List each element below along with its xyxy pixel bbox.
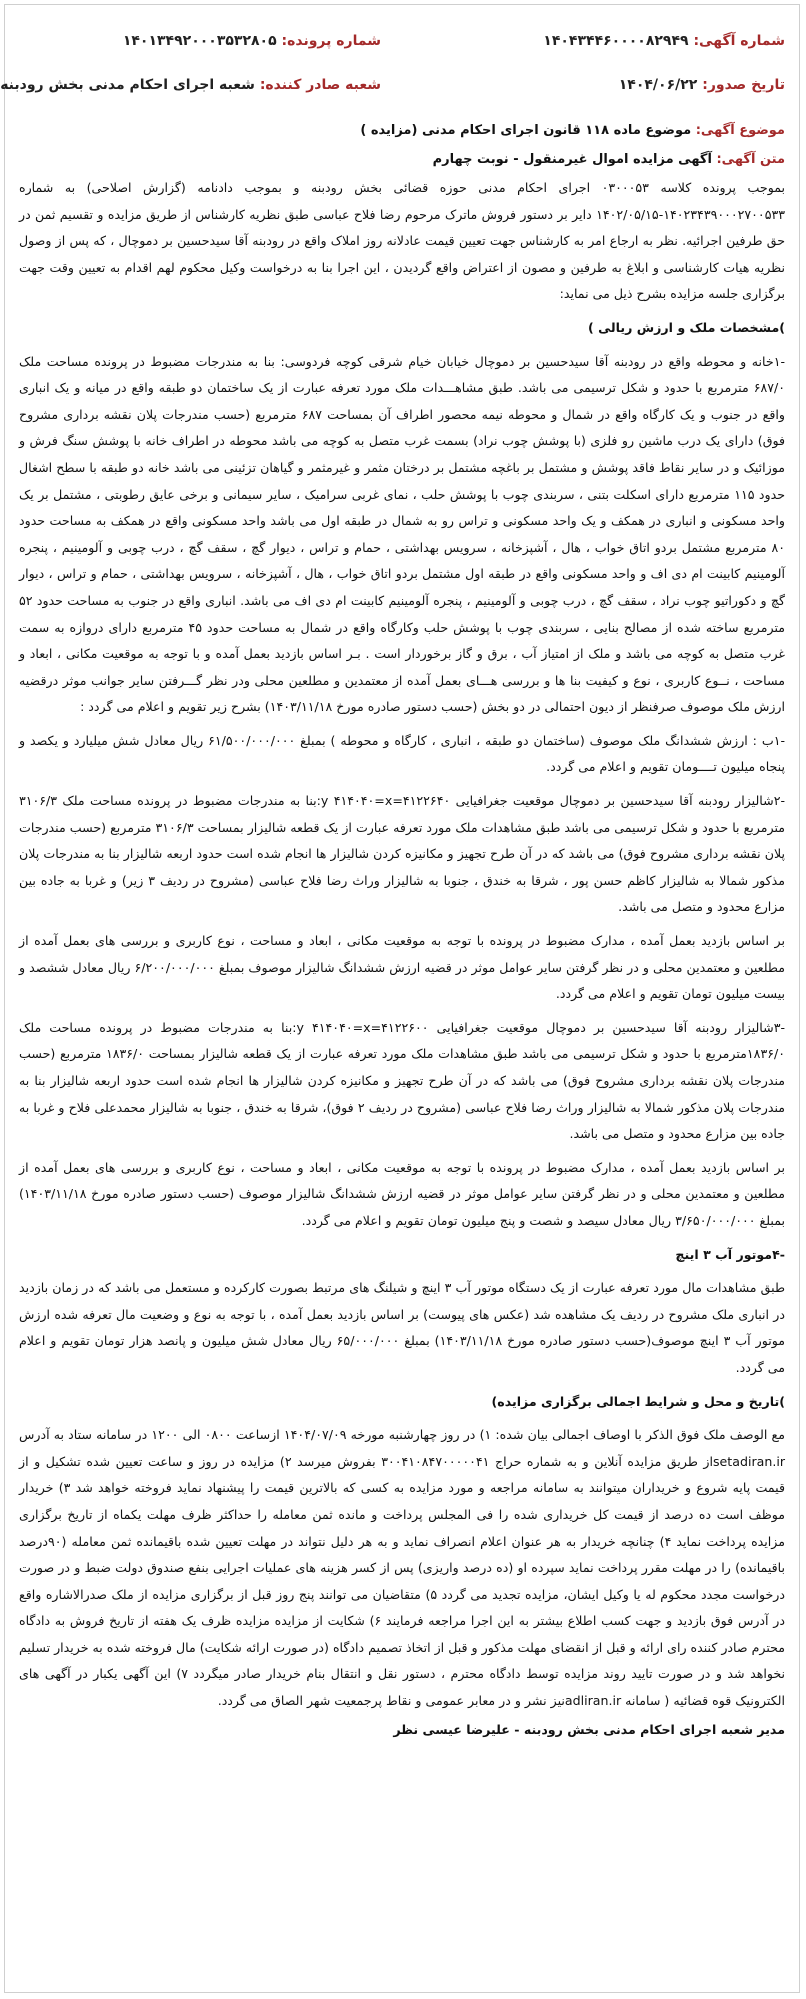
issue-date-label: تاریخ صدور: — [702, 77, 785, 93]
ad-number-row — [543, 33, 785, 49]
item-4-heading: -۴موتور آب ۳ اینچ — [675, 1246, 785, 1262]
ad-text-title: آگهی مزایده اموال غیرمنقول - نوبت چهارم — [432, 152, 712, 167]
item-3-value-paragraph: بر اساس بازدید بعمل آمده ، مدارک مضبوط در پرونده با توجه به موقعیت مکانی ، ابعاد و مساحت ، نوع کاربری و بررسی های بعمل آمده از مطلعین و معتمدین محلی و در نظر گرفتن سایر عوامل موثر در قضیه ارزش ششدانگ شالیزار موصوف (حسب دستور صادره مورخ ۱۴۰۳/۱۱/۱۸) بمبلغ ۳/۶۵۰/۰۰۰/۰۰۰ ریال معادل سیصد و شصت و پنج میلیون تومان تقویم و اعلام می گردد. — [19, 1159, 785, 1228]
issue-date-value: ۱۴۰۴/۰۶/۲۲ — [618, 77, 698, 93]
case-number-value: ۱۴۰۱۳۴۹۲۰۰۰۳۵۳۲۸۰۵ — [122, 33, 277, 49]
case-number-row — [123, 33, 381, 49]
topic-value: موضوع ماده ۱۱۸ قانون اجرای احکام مدنی (مزایده ) — [360, 123, 692, 138]
ad-number-label: شماره آگهی: — [693, 33, 785, 49]
issuing-branch-row — [0, 77, 381, 93]
intro-paragraph: بموجب پرونده کلاسه ۰۳۰۰۰۵۳ اجرای احکام مدنی حوزه قضائی بخش رودبنه و بموجب دادنامه (گزارش اصلاحی) به شماره ۱۴۰۲۳۴۳۹۰۰۰۲۷۰۰۵۳۳-۱۴۰۲/۰۵/۱۵ دایر بر دستور فروش ماترک مرحوم رضا فلاح عباسی طبق نظریه کارشناس از طریق مزایده و تقسیم ثمن در حق طرفین اجرائیه. نظر به ارجاع امر به کارشناس جهت تعیین قیمت عادلانه روز املاک واقع در رودبنه آقا سیدحسین بر دموچال ، که پس از وصول نظریه هیات کارشناسی و ابلاغ به طرفین و مصون از اعتراض واقع گردیدن ، این اجرا بنا به درخواست وکیل محکوم لهم اقدام به تعیین وقت جهت برگزاری جلسه مزایده بشرح ذیل می نماید: — [19, 180, 785, 302]
item-2-paddy-paragraph: -۲شالیزار رودبنه آقا سیدحسین بر دموچال موقعیت جغرافیایی ۴۱۲۲۶۴۰=y ۴۱۴۰۴۰=x:بنا به مندرجات مضبوط در پرونده مساحت ملک ۳۱۰۶/۳ مترمربع با حدود و شکل ترسیمی می باشد طبق مشاهدات ملک مورد تعرفه عبارت از یک قطعه شالیزار بمساحت ۳۱۰۶/۳ مترمربع (حسب مندرجات پلان نقشه برداری مشروح فوق) می باشد که در آن طرح تجهیز و مکانیزه کردن شالیزار ها انجام شده است حدود اربعه شالیزار بنا به مندرجات پلان مذکور شمالا به شالیزار کاظم حسن پور ، شرقا به خندق ، جنوبا به شالیزار وراث رضا فلاح عباسی (مشروح در ردیف ۳ زیر) و غربا به جاده بین مزارع محدود و متصل می باشد. — [19, 793, 786, 915]
section-heading-property: )مشخصات ملک و ارزش ریالی ) — [588, 319, 785, 335]
notice-body — [19, 175, 785, 1715]
notice-header — [0, 5, 785, 101]
item-2-value-paragraph: بر اساس بازدید بعمل آمده ، مدارک مضبوط در پرونده با توجه به موقعیت مکانی ، ابعاد و مساحت ، نوع کاربری و بررسی های بعمل آمده از مطلعین و معتمدین محلی و در نظر گرفتن سایر عوامل موثر در قضیه ارزش ششدانگ شالیزار موصوف بمبلغ ۶/۲۰۰/۰۰۰/۰۰۰ ریال معادل ششصد و بیست میلیون تومان تقویم و اعلام می گردد. — [19, 933, 786, 1002]
notice-content — [0, 5, 799, 1737]
signature-line: مدیر شعبه اجرای احکام مدنی بخش رودبنه - علیرضا عیسی نظر — [393, 1721, 785, 1737]
ad-number-value: ۱۴۰۴۳۴۴۶۰۰۰۰۸۲۹۴۹ — [543, 33, 689, 49]
ad-text-label: متن آگهی: — [716, 152, 785, 167]
section-heading-auction-terms: )تاریخ و محل و شرایط اجمالی برگزاری مزایده) — [491, 1393, 785, 1409]
item-1b-value-paragraph: -۱ب : ارزش ششدانگ ملک موصوف (ساختمان دو طبقه ، انباری ، کارگاه و محوطه ) بمبلغ ۶۱/۵۰۰/۰۰۰/۰۰۰ ریال معادل شش میلیارد و یکصد و پنجاه میلیون تــــومان تقویم و اعلام می گردد. — [19, 732, 785, 775]
ad-text-row — [19, 152, 785, 167]
auction-terms-paragraph: مع الوصف ملک فوق الذکر با اوصاف اجمالی بیان شده: ۱) در روز چهارشنبه مورخه ۱۴۰۴/۰۷/۰۹ ازساعت ۰۸۰۰ الی ۱۲۰۰ در سامانه ستاد به آدرس setadiran.irاز طریق مزایده آنلاین و به شماره حراج ۳۰۰۴۱۰۸۴۷۰۰۰۰۰۴۱ بفروش میرسد ۲) مزایده در روز و ساعت تعیین شده تشکیل و از قیمت پایه شروع و خریداران میتوانند به سامانه مراجعه و مورد مزایده به کسی که بالاترین قیمت را پیشنهاد نماید فروخته خواهد شد ۳) خریدار موظف است ده درصد از قیمت کل خریداری شده را فی المجلس پرداخت و مانده ثمن معامله را حداکثر ظرف مهلت یکماه از تاریخ برگزاری مزایده پرداخت نماید ۴) چنانچه خریدار به هر عنوان اعلام انصراف نماید و به هر دلیل نتواند در مهلت تعیین شده باقیمانده ثمن معامله (۹۰درصد باقیمانده) را در مهلت مقرر پرداخت نماید سپرده او (ده درصد واریزی) پس از کسر هزینه های عملیات اجرایی بنفع صندوق دولت ضبط و در صورت درخواست مجدد محکوم له یا وکیل ایشان، مزایده تجدید می گردد ۵) متقاضیان می توانند پنج روز قبل از برگزاری مزایده از ملک صدرالاشاره واقع در آدرس فوق بازدید و جهت کسب اطلاع بیشتر به این اجرا مراجعه فرمایند ۶) شکایت از مزایده مزایده ظرف یک هفته از تاریخ فروش به دادگاه محترم صادر کننده رای ارائه و قبل از انقضای مهلت مذکور و قبل از اتخاذ تصمیم دادگاه (در صورت ارائه شکایت) مال فروخته شده به خریدار تسلیم نخواهد شد و در صورت تایید روند مزایده توسط دادگاه محترم ، دستور نقل و انتقال بنام خریدار صادر میگردد ۷) این آگهی یکبار در آگهی های الکترونیک قوه قضائیه ( سامانه adliran.irنیز نشر و در معابر عمومی و نقاط پرجمعیت شهر الصاق می گردد. — [19, 1427, 785, 1709]
topic-row — [19, 123, 785, 138]
issuing-branch-value: شعبه اجرای احکام مدنی بخش رودبنه — [0, 77, 255, 93]
item-1-house-paragraph: -۱خانه و محوطه واقع در رودبنه آقا سیدحسین بر دموچال خیابان خیام شرقی کوچه فردوسی: بنا به مندرجات مضبوط در پرونده مساحت ملک ۶۸۷/۰ مترمربع با حدود و شکل ترسیمی می باشد. طبق مشاهـــدات ملک مورد تعرفه عبارت از یک ساختمان دو طبقه واقع در میانه و یک انباری واقع در جنوب و یک کارگاه واقع در شمال و محوطه نیمه محصور اطراف آن بمساحت ۶۸۷ مترمربع (حسب مندرجات پلان نقشه برداری مشروح فوق) دارای یک درب ماشین رو فلزی (با پوشش چوب نراد) بسمت غرب متصل به کوچه می باشد محوطه در اطراف خانه با پوشش سنگ فرش و موزائیک و در سایر نقاط فاقد پوشش و مشتمل بر باغچه مشتمل بر درختان مثمر و غیرمثمر و گیاهان تزئینی می باشد خانه دو طبقه با سطح اشغال حدود ۱۱۵ مترمربع دارای اسکلت بتنی ، سربندی چوب با پوشش حلب ، نمای غربی سرامیک ، سایر سیمانی و برخی عایق رطوبتی ، مشتمل بر یک واحد مسکونی و انباری در همکف و یک واحد مسکونی و تراس رو به شمال در طبقه اول می باشد واحد مسکونی واقع در همکف به مساحت حدود ۸۰ مترمربع مشتمل بردو اتاق خواب ، هال ، آشپزخانه ، سرویس بهداشتی ، حمام و تراس ، دیوار گچ ، سقف گچ ، درب چوبی و آلومینیم ، پنجره آلومینیم کابینت ام دی اف و واحد مسکونی واقع در طبقه اول مشتمل بردو اتاق خواب ، هال ، آشپزخانه ، سرویس بهداشتی ، حمام و تراس ، دیوار گچ و دکوراتیو چوب نراد ، سقف گچ ، درب چوبی و آلومینیم ، پنجره آلومینیم کابینت ام دی اف می باشد. انباری واقع در جنوب به مساحت حدود ۵۲ مترمربع ساخته شده از مصالح بنایی ، سربندی چوب با پوشش حلب وکارگاه واقع در شمال به مساحت حدود ۴۵ مترمربع دارای دروازه به سمت غرب متصل به کوچه می باشد و ملک از امتیاز آب ، برق و گاز برخوردار است . بـر اساس بازدید بعمل آمده و با توجه به موقعیت مکانی ، ابعاد و مساحت ، نــوع کاربری ، نوع و کیفیت بنا ها و بررسی هـــای بعمل آمده از معتمدین و مطلعین محلی ودر نظر گـــرفتن سایر جوانب موثر درقضیه ارزش ملک موصوف صرفنظر از دیون احتمالی در دو بخش (حسب دستور صادره مورخ ۱۴۰۳/۱۱/۱۸) بشرح زیر تقویم و اعلام می گردد : — [19, 353, 785, 715]
case-number-label: شماره پرونده: — [281, 33, 381, 49]
issuing-branch-label: شعبه صادر کننده: — [259, 77, 381, 93]
item-3-paddy-paragraph: -۳شالیزار رودبنه آقا سیدحسین بر دموچال موقعیت جغرافیایی ۴۱۲۲۶۰۰=y ۴۱۴۰۴۰=x:بنا به مندرجات مضبوط در پرونده مساحت ملک ۱۸۳۶/۰مترمربع با حدود و شکل ترسیمی می باشد طبق مشاهدات ملک مورد تعرفه عبارت از یک قطعه شالیزار بمساحت ۱۸۳۶/۰ مترمربع (حسب مندرجات پلان نقشه برداری مشروح فوق) می باشد که در آن طرح تجهیز و مکانیزه کردن شالیزار ها انجام شده است حدود اربعه شالیزار بنا به مندرجات پلان مذکور شمالا به شالیزار وراث رضا فلاح عباسی (مشروح در ردیف ۲ فوق)، شرقا به خندق ، جنوبا به شالیزار محمدعلی فلاح و غربا به جاده بین مزارع محدود و متصل می باشد. — [19, 1019, 785, 1142]
issue-date-row — [619, 77, 785, 93]
topic-label: موضوع آگهی: — [695, 123, 785, 138]
notice-frame — [0, 4, 800, 1993]
item-4-value-paragraph: طبق مشاهدات مال مورد تعرفه عبارت از یک دستگاه موتور آب ۳ اینچ و شیلنگ های مرتبط بصورت کارکرده و مستعمل می باشد که در زمان بازدید در انباری ملک مشروح در ردیف یک مشاهده شد (عکس های پیوست) بر اساس بازدید بعمل آمده ، با توجه به نوع و وضعیت مال تعرفه شده ارزش موتور آب ۳ اینچ موصوف(حسب دستور صادره مورخ ۱۴۰۳/۱۱/۱۸) بمبلغ ۶۵/۰۰۰/۰۰۰ ریال معادل شش میلیون و پانصد هزار تومان تقویم و اعلام می گردد. — [19, 1280, 785, 1375]
